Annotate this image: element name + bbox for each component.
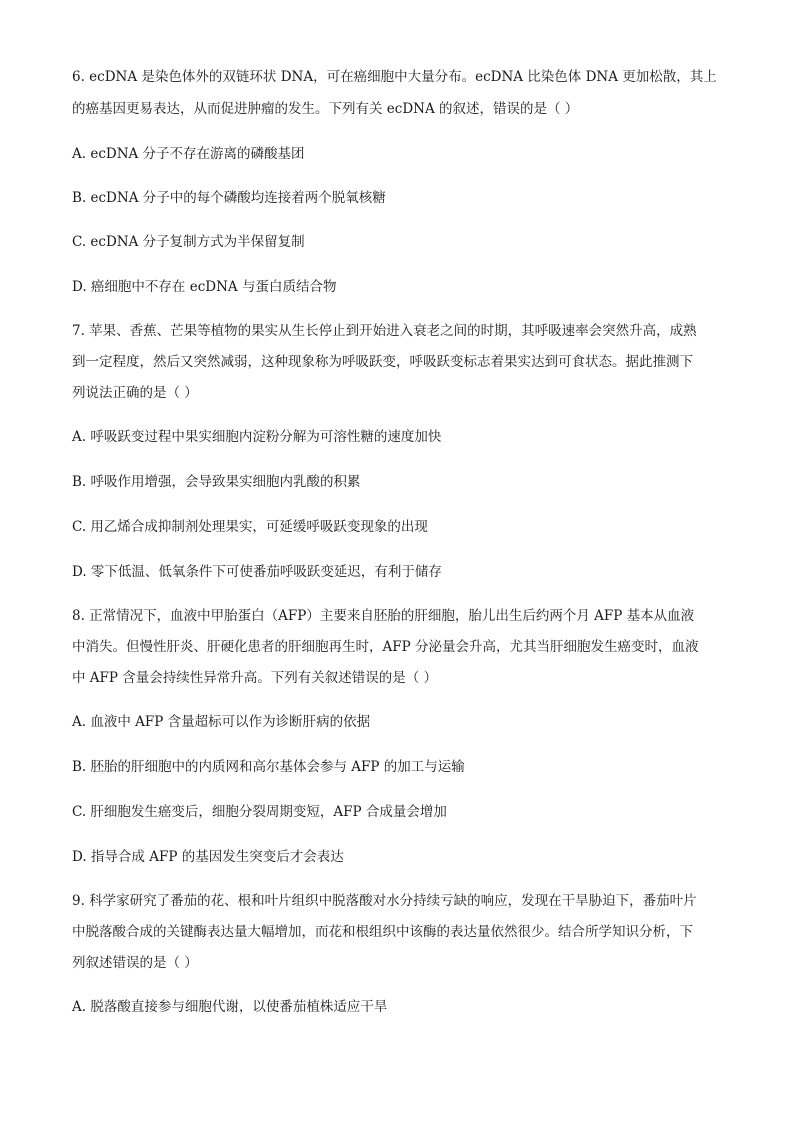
question-9-stem-line-3: 列叙述错误的是（ ） (72, 955, 198, 971)
question-7-stem-line-2: 到一定程度，然后又突然减弱，这种现象称为呼吸跃变，呼吸跃变标志着果实达到可食状态。据此推测下 (72, 354, 693, 370)
question-9-stem-line-1: 9. 科学家研究了番茄的花、根和叶片组织中脱落酸对水分持续亏缺的响应，发现在干旱胁迫下，番茄叶片 (72, 893, 697, 909)
question-6-option-c: C. ecDNA 分子复制方式为半保留复制 (72, 234, 305, 250)
question-7-option-d: D. 零下低温、低氧条件下可使番茄呼吸跃变延迟，有利于储存 (72, 564, 442, 580)
question-9-stem-line-2: 中脱落酸合成的关键酶表达量大幅增加，而花和根组织中该酶的表达量依然很少。结合所学知识分析，下 (72, 924, 693, 940)
question-7-option-c: C. 用乙烯合成抑制剂处理果实，可延缓呼吸跃变现象的出现 (72, 519, 428, 535)
question-7-stem-line-3: 列说法正确的是（ ） (72, 385, 198, 401)
question-8-option-d: D. 指导合成 AFP 的基因发生突变后才会表达 (72, 849, 344, 865)
question-7-option-b: B. 呼吸作用增强，会导致果实细胞内乳酸的积累 (72, 474, 361, 490)
question-8-stem-line-3: 中 AFP 含量会持续性异常升高。下列有关叙述错误的是（ ） (72, 670, 438, 686)
question-8-option-c: C. 肝细胞发生癌变后，细胞分裂周期变短，AFP 合成量会增加 (72, 804, 447, 820)
question-8-option-a: A. 血液中 AFP 含量超标可以作为诊断肝病的依据 (72, 714, 371, 730)
question-6-stem-line-1: 6. ecDNA 是染色体外的双链环状 DNA，可在癌细胞中大量分布。ecDNA 比染色体 DNA 更加松散，其上 (72, 69, 717, 85)
question-6-option-b: B. ecDNA 分子中的每个磷酸均连接着两个脱氧核糖 (72, 190, 386, 206)
question-8-option-b: B. 胚胎的肝细胞中的内质网和高尔基体会参与 AFP 的加工与运输 (72, 759, 465, 775)
question-6-option-a: A. ecDNA 分子不存在游离的磷酸基团 (72, 146, 305, 162)
question-7-stem-line-1: 7. 苹果、香蕉、芒果等植物的果实从生长停止到开始进入衰老之间的时期，其呼吸速率会突然升高，成熟 (72, 323, 697, 339)
question-8-stem-line-1: 8. 正常情况下，血液中甲胎蛋白（AFP）主要来自胚胎的肝细胞，胎儿出生后约两个月 AFP 基本从血液 (72, 608, 695, 624)
question-8-stem-line-2: 中消失。但慢性肝炎、肝硬化患者的肝细胞再生时，AFP 分泌量会升高，尤其当肝细胞发生癌变时，血液 (72, 639, 699, 655)
question-9-option-a: A. 脱落酸直接参与细胞代谢，以使番茄植株适应干旱 (72, 999, 388, 1015)
question-6-option-d: D. 癌细胞中不存在 ecDNA 与蛋白质结合物 (72, 279, 337, 295)
question-6-stem-line-2: 的癌基因更易表达，从而促进肿瘤的发生。下列有关 ecDNA 的叙述，错误的是（ ） (72, 101, 579, 117)
question-7-option-a: A. 呼吸跃变过程中果实细胞内淀粉分解为可溶性糖的速度加快 (72, 429, 442, 445)
